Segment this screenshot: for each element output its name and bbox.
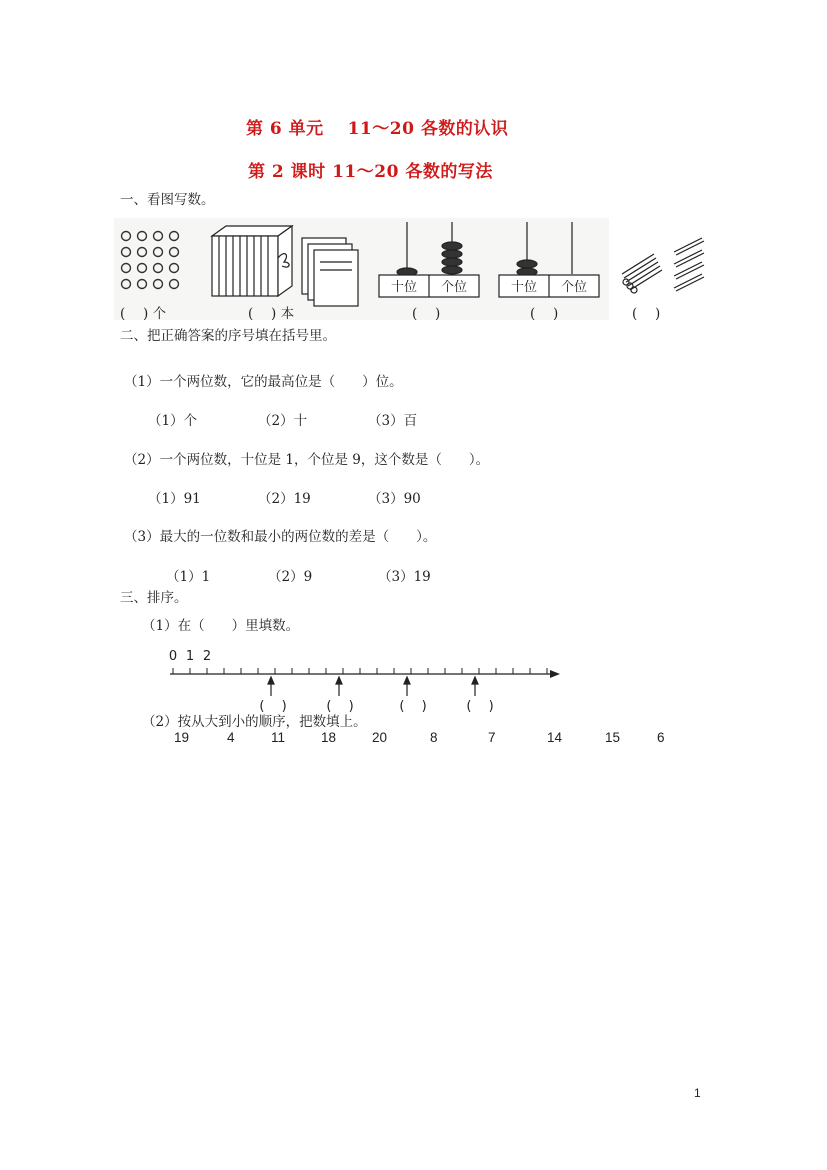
question-2-1-option-1: （1）个 bbox=[148, 413, 198, 429]
sticks-icon bbox=[618, 234, 708, 304]
sort-number: 7 bbox=[488, 730, 496, 745]
section-2-heading: 二、把正确答案的序号填在括号里。 bbox=[120, 328, 336, 344]
question-2-1-option-2: （2）十 bbox=[258, 413, 308, 429]
sort-number: 18 bbox=[321, 730, 337, 745]
question-2-3-stem: （3）最大的一位数和最小的两位数的差是（ ）。 bbox=[124, 529, 437, 545]
abacus-2-answer: ( ) bbox=[530, 306, 559, 322]
abacus-2-tens-label: 十位 bbox=[510, 280, 538, 295]
ruler-label-2: 2 bbox=[202, 649, 212, 664]
sort-number: 15 bbox=[605, 730, 621, 745]
number-line-arrowhead bbox=[550, 670, 560, 678]
question-2-3-option-1: （1）1 bbox=[166, 569, 211, 585]
abacus-1-answer: ( ) bbox=[412, 306, 441, 322]
ruler-label-1: 1 bbox=[185, 649, 195, 664]
sort-number: 14 bbox=[547, 730, 563, 745]
abacus-2-ones-label: 个位 bbox=[560, 280, 588, 295]
dots-answer: ( ) 个 bbox=[120, 306, 167, 322]
sort-number: 4 bbox=[227, 730, 235, 745]
book-bundle-icon bbox=[212, 226, 292, 296]
sort-number: 8 bbox=[430, 730, 438, 745]
question-3-2: （2）按从大到小的顺序，把数填上。 bbox=[142, 714, 367, 730]
ruler-blank-1: ( ) bbox=[259, 699, 287, 714]
question-2-3-option-2: （2）9 bbox=[268, 569, 313, 585]
question-2-1-stem: （1）一个两位数，它的最高位是（ ）位。 bbox=[124, 374, 403, 390]
question-2-2-option-2: （2）19 bbox=[258, 491, 311, 507]
ruler-label-0: 0 bbox=[168, 649, 178, 664]
section-1-heading: 一、看图写数。 bbox=[120, 192, 215, 208]
sort-number: 11 bbox=[271, 730, 286, 745]
page-number: 1 bbox=[694, 1086, 701, 1100]
sort-number: 20 bbox=[372, 730, 388, 745]
abacus-1-ones-label: 个位 bbox=[440, 280, 468, 295]
ruler-blank-4: ( ) bbox=[466, 699, 494, 714]
question-2-1-option-3: （3）百 bbox=[368, 413, 418, 429]
question-2-2-option-3: （3）90 bbox=[368, 491, 421, 507]
abacus-1-tens-label: 十位 bbox=[390, 280, 418, 295]
question-3-1: （1）在（ ）里填数。 bbox=[142, 618, 300, 634]
sort-number: 19 bbox=[174, 730, 190, 745]
ruler-arrows bbox=[268, 677, 478, 696]
ruler-blank-2: ( ) bbox=[326, 699, 354, 714]
loose-books-icon bbox=[302, 238, 358, 306]
dots-group bbox=[122, 232, 179, 289]
section-3-heading: 三、排序。 bbox=[120, 590, 188, 606]
books-answer: ( ) 本 bbox=[248, 306, 295, 322]
sticks-answer: ( ) bbox=[632, 306, 661, 322]
ruler-blank-3: ( ) bbox=[399, 699, 427, 714]
number-line bbox=[160, 644, 570, 716]
question-2-2-option-1: （1）91 bbox=[148, 491, 201, 507]
question-2-2-stem: （2）一个两位数，十位是 1，个位是 9，这个数是（ ）。 bbox=[124, 452, 490, 468]
unit-title: 第 6 单元 11～20 各数的认识 bbox=[246, 119, 509, 139]
question-2-3-option-3: （3）19 bbox=[378, 569, 431, 585]
sort-number: 6 bbox=[657, 730, 665, 745]
number-line-ticks bbox=[173, 668, 547, 674]
lesson-title: 第 2 课时 11～20 各数的写法 bbox=[248, 162, 493, 182]
